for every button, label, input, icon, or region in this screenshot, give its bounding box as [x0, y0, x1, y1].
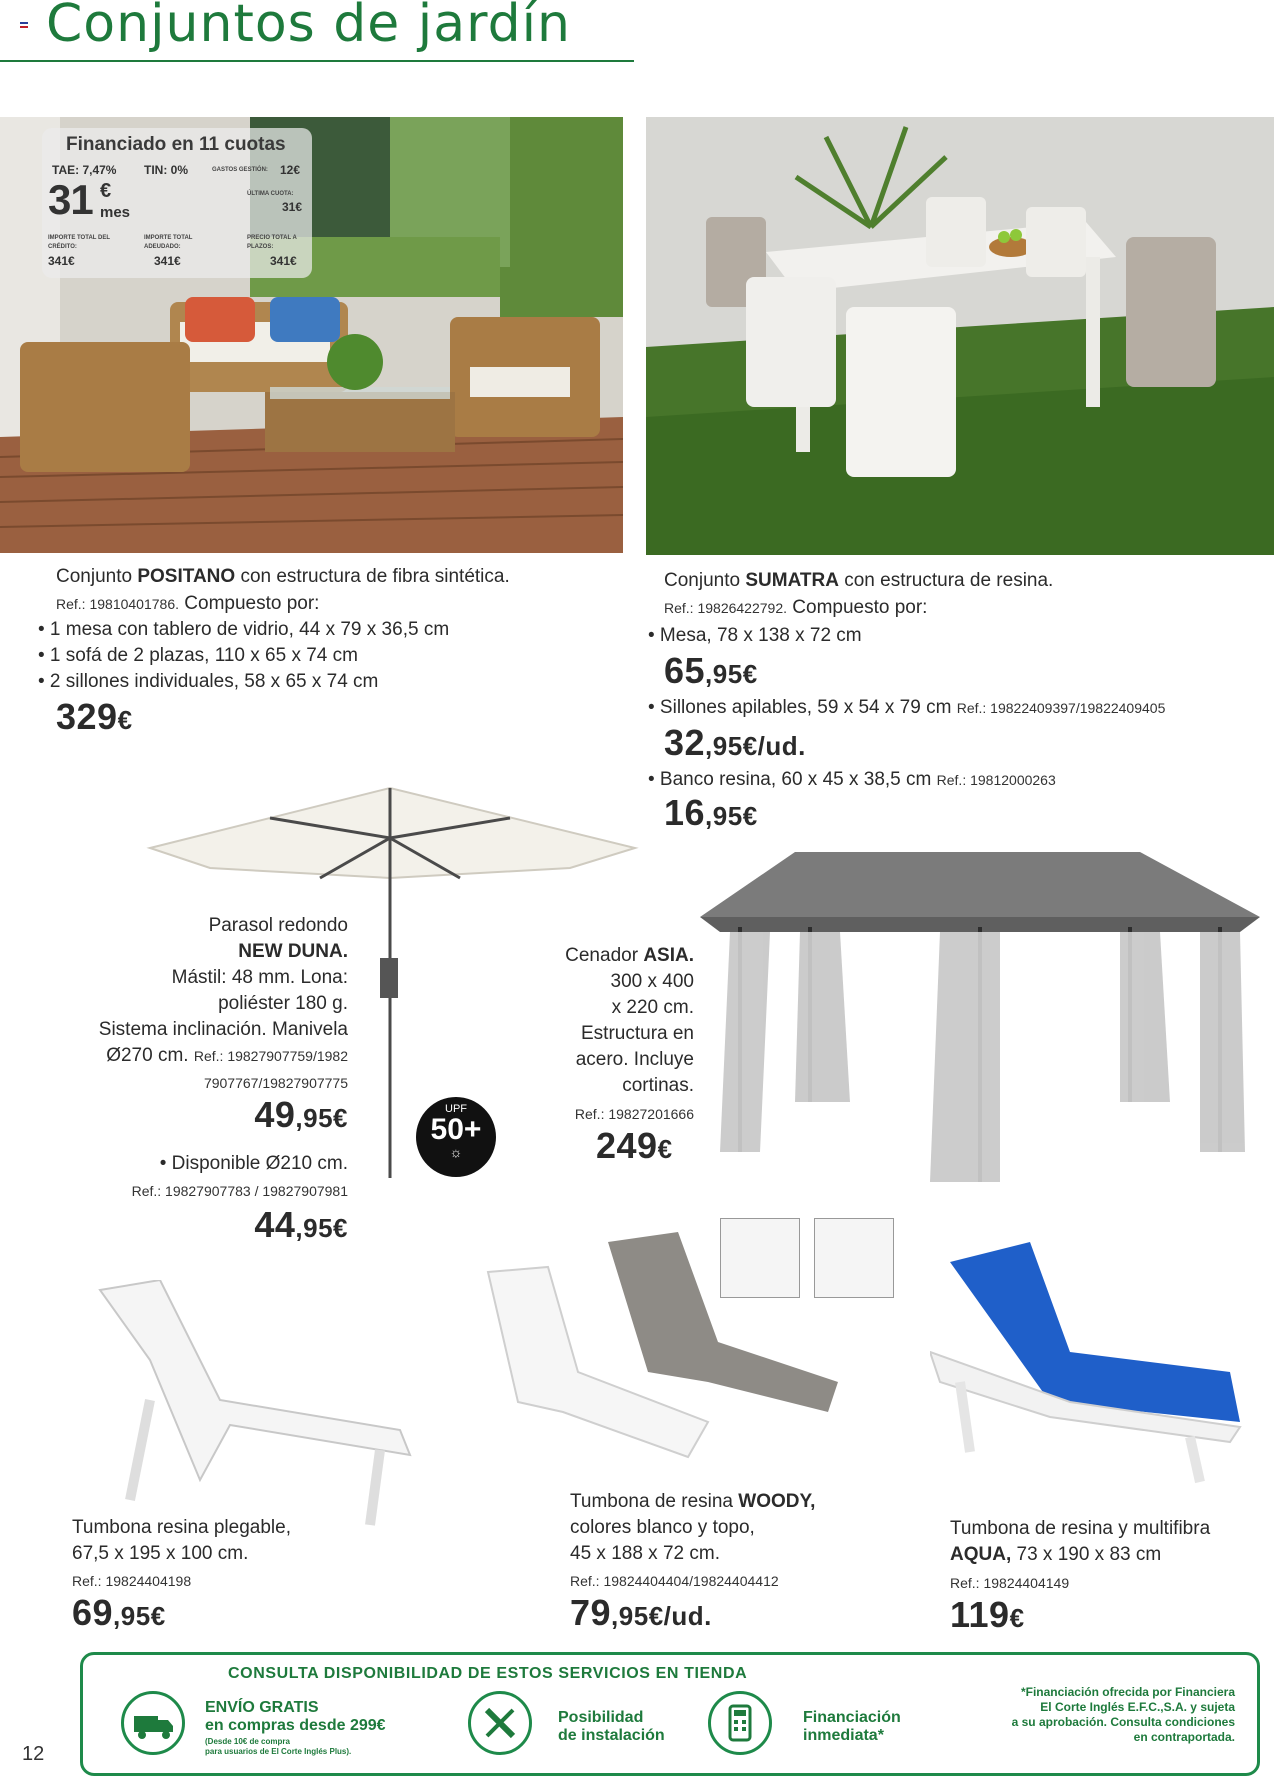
sumatra-photo — [646, 117, 1274, 555]
price-int: 65 — [664, 650, 706, 691]
instalacion-l1: Posibilidad — [558, 1709, 644, 1726]
monthly-amount: 31 — [48, 176, 93, 223]
positano-item: • 2 sillones individuales, 58 x 65 x 74 cm — [38, 671, 379, 692]
woody-price — [570, 1592, 712, 1634]
price-dec: ,95€/ud. — [705, 731, 806, 761]
sumatra-sillones-ref: Ref.: 19822409397/19822409405 — [956, 700, 1166, 716]
disclaimer-line: en contraportada. — [1133, 1730, 1235, 1744]
price-int: 44 — [254, 1204, 296, 1245]
sumatra-sillones-price — [664, 722, 806, 764]
cenador-l4: Estructura en — [581, 1023, 694, 1044]
sumatra-title — [664, 568, 1053, 594]
precio-plazos-label: PRECIO TOTAL A PLAZOS: — [247, 235, 297, 250]
monthly-unit: mes — [100, 204, 131, 221]
tumbona-plegable-l1: Tumbona resina plegable, — [72, 1517, 291, 1538]
sumatra-mesa: • Mesa, 78 x 138 x 72 cm — [648, 625, 862, 646]
disclaimer — [1012, 1685, 1235, 1745]
importe-total-value: 341€ — [48, 254, 75, 268]
financiacion-l1: Financiación — [803, 1709, 901, 1726]
services-box — [80, 1652, 1260, 1776]
positano-price — [56, 696, 133, 738]
parasol-l3: Mástil: 48 mm. Lona: — [171, 967, 348, 988]
parasol-l5: Sistema inclinación. Manivela — [98, 1019, 348, 1040]
cenador-title-pre: Cenador — [565, 945, 644, 966]
positano-item: • 1 sofá de 2 plazas, 110 x 65 x 74 cm — [38, 645, 358, 666]
parasol-l1: Parasol redondo — [208, 915, 348, 936]
sun-icon: ☼ — [449, 1144, 463, 1160]
cenador-ref: Ref.: 19827201666 — [574, 1106, 694, 1122]
importe-adeudado-label: IMPORTE TOTAL ADEUDADO: — [144, 235, 193, 250]
woody-l3: 45 x 188 x 72 cm. — [570, 1543, 720, 1564]
sumatra-composed: Compuesto por: — [787, 597, 928, 618]
positano-title-pre: Conjunto — [56, 566, 138, 587]
price-int: 49 — [254, 1094, 296, 1135]
woody-thumbnail-1 — [720, 1218, 800, 1298]
price-dec: ,95€ — [295, 1213, 348, 1243]
parasol-alt: • Disponible Ø210 cm. — [159, 1153, 348, 1174]
cenador-l2: 300 x 400 — [610, 971, 694, 992]
positano-ref-line — [56, 591, 319, 617]
price-cur: € — [657, 1134, 673, 1164]
ultima-value: 31€ — [282, 200, 303, 214]
importe-total-label: IMPORTE TOTAL DEL CRÉDITO: — [48, 235, 110, 250]
parasol-ref2: 7907767/19827907775 — [203, 1075, 348, 1091]
sumatra-title-post: con estructura de resina. — [838, 570, 1054, 591]
services-title: CONSULTA DISPONIBILIDAD DE ESTOS SERVICIOS EN TIENDA — [228, 1665, 748, 1682]
brand-mark — [20, 22, 28, 28]
parasol-l6-line — [18, 1043, 348, 1069]
positano-item: • 1 mesa con tablero de vidrio, 44 x 79 x 36,5 cm — [38, 619, 450, 640]
aqua-price — [950, 1594, 1025, 1636]
parasol-ref1: Ref.: 19827907759/1982 — [193, 1048, 348, 1064]
tumbona-plegable-image — [90, 1280, 420, 1535]
sumatra-ref: Ref.: 19826422792. — [664, 600, 787, 616]
aqua-ref: Ref.: 19824404149 — [950, 1575, 1070, 1591]
cenador-title — [514, 943, 694, 969]
tae-label: TAE: 7,47% — [52, 163, 117, 177]
page-title: Conjuntos de jardín — [46, 0, 571, 54]
parasol-alt-price — [18, 1204, 348, 1246]
page-number: 12 — [22, 1743, 45, 1765]
woody-name: WOODY, — [738, 1491, 816, 1512]
price-dec: ,95€ — [113, 1601, 166, 1631]
sumatra-title-pre: Conjunto — [664, 570, 746, 591]
sumatra-banco-ref: Ref.: 19812000263 — [936, 772, 1056, 788]
financing-box — [42, 128, 312, 278]
sumatra-name: SUMATRA — [745, 570, 839, 591]
cenador-l6: cortinas. — [622, 1075, 694, 1096]
aqua-l1: Tumbona de resina y multifibra — [950, 1518, 1211, 1539]
sumatra-mesa-price — [664, 650, 758, 692]
price-int: 79 — [570, 1592, 612, 1633]
ultima-label: ÚLTIMA CUOTA: — [247, 191, 294, 197]
price-int: 69 — [72, 1592, 114, 1633]
sumatra-banco-price — [664, 792, 758, 834]
aqua-dimensions: 73 x 190 x 83 cm — [1011, 1544, 1162, 1565]
parasol-alt-ref: Ref.: 19827907783 / 19827907981 — [131, 1183, 348, 1199]
cenador-image — [700, 852, 1262, 1197]
sumatra-sillones — [648, 695, 1165, 721]
parasol-l4: poliéster 180 g. — [218, 993, 348, 1014]
price-int: 32 — [664, 722, 706, 763]
sumatra-banco — [648, 767, 1056, 793]
financing-title: Financiado en 11 cuotas — [66, 134, 286, 155]
disclaimer-line: El Corte Inglés E.F.C.,S.A. y sujeta — [1040, 1700, 1235, 1714]
truck-icon — [121, 1691, 185, 1755]
price-int: 16 — [664, 792, 706, 833]
envio-note1: (Desde 10€ de compra — [205, 1737, 290, 1746]
price-dec: ,95€/ud. — [611, 1601, 712, 1631]
woody-ref: Ref.: 19824404404/19824404412 — [570, 1573, 779, 1589]
cenador-price — [596, 1125, 673, 1167]
disclaimer-line: a su aprobación. Consulta condiciones — [1011, 1715, 1235, 1729]
tools-icon — [468, 1691, 532, 1755]
importe-adeudado-value: 341€ — [154, 254, 181, 268]
positano-title — [56, 564, 510, 590]
cenador-l3: x 220 cm. — [611, 997, 694, 1018]
woody-thumbnail-2 — [814, 1218, 894, 1298]
tin-label: TIN: 0% — [144, 163, 189, 177]
positano-composed: Compuesto por: — [179, 593, 320, 614]
positano-ref: Ref.: 19810401786. — [56, 596, 179, 612]
title-divider — [0, 60, 634, 62]
financiacion-l2: inmediata* — [803, 1727, 884, 1744]
calculator-icon — [708, 1691, 772, 1755]
woody-l2: colores blanco y topo, — [570, 1517, 755, 1538]
woody-title — [570, 1489, 815, 1515]
price-dec: ,95€ — [705, 659, 758, 689]
positano-name: POSITANO — [137, 566, 236, 587]
price-dec: ,95€ — [295, 1103, 348, 1133]
envio-note2: para usuarios de El Corte Inglés Plus). — [205, 1747, 352, 1756]
tumbona-plegable-price — [72, 1592, 166, 1634]
instalacion-l2: de instalación — [558, 1727, 665, 1744]
upf-badge — [416, 1097, 496, 1177]
gastos-label: GASTOS GESTIÓN: — [212, 167, 268, 173]
parasol-price — [18, 1094, 348, 1136]
positano-price-int: 329 — [56, 696, 118, 737]
price-cur: € — [1009, 1603, 1025, 1633]
tumbona-aqua-image — [930, 1242, 1260, 1497]
cenador-name: ASIA. — [643, 945, 694, 966]
aqua-name: AQUA, — [950, 1544, 1012, 1565]
positano-title-post: con estructura de fibra sintética. — [235, 566, 510, 587]
cenador-l5: acero. Incluye — [575, 1049, 694, 1070]
monthly-currency: € — [100, 180, 112, 202]
upf-label: UPF — [445, 1103, 467, 1115]
precio-plazos-value: 341€ — [270, 254, 297, 268]
parasol-l6: Ø270 cm. — [106, 1045, 189, 1066]
positano-price-cur: € — [117, 705, 133, 735]
upf-value: 50+ — [430, 1113, 482, 1146]
price-dec: ,95€ — [705, 801, 758, 831]
price-int: 119 — [950, 1594, 1010, 1635]
envio-l2: en compras desde 299€ — [205, 1717, 386, 1734]
disclaimer-line: *Financiación ofrecida por Financiera — [1020, 1685, 1235, 1699]
envio-l1: ENVÍO GRATIS — [205, 1699, 319, 1716]
aqua-l2 — [950, 1542, 1161, 1568]
tumbona-plegable-ref: Ref.: 19824404198 — [72, 1573, 192, 1589]
sumatra-sillones-text: • Sillones apilables, 59 x 54 x 79 cm — [648, 697, 952, 718]
woody-title-pre: Tumbona de resina — [570, 1491, 739, 1512]
price-int: 249 — [596, 1125, 658, 1166]
sumatra-ref-line — [664, 595, 927, 621]
sumatra-banco-text: • Banco resina, 60 x 45 x 38,5 cm — [648, 769, 932, 790]
gastos-value: 12€ — [280, 163, 301, 177]
parasol-name: NEW DUNA. — [238, 941, 348, 962]
tumbona-plegable-l2: 67,5 x 195 x 100 cm. — [72, 1543, 249, 1564]
